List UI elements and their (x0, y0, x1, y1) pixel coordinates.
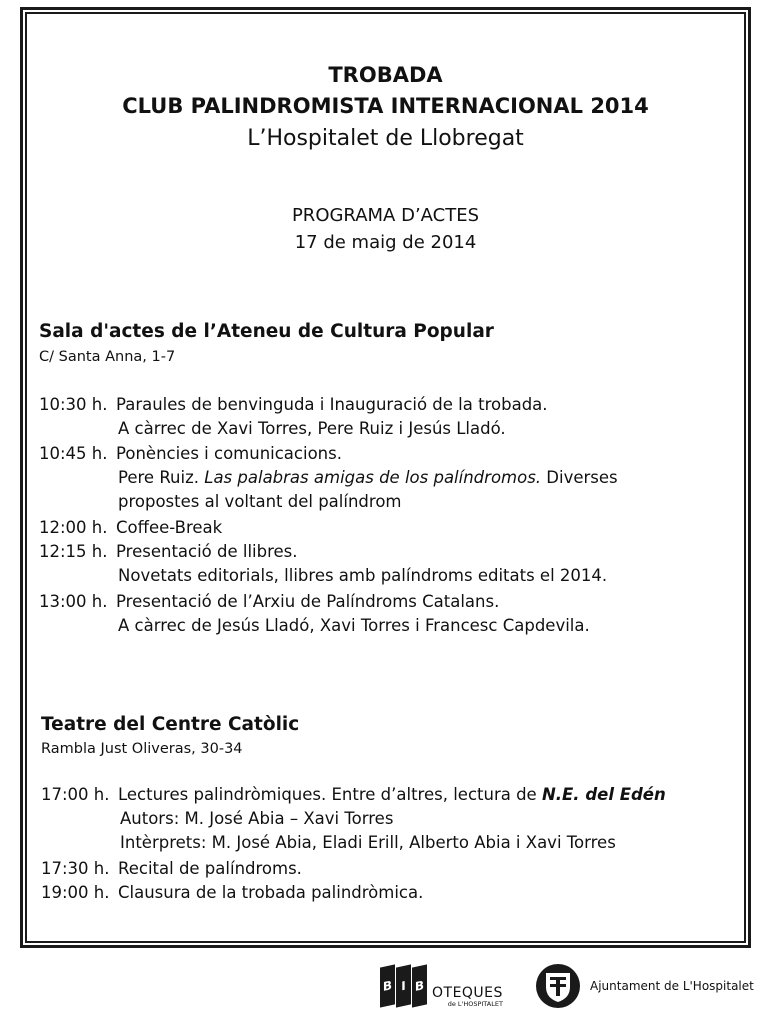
schedule-text: Coffee-Break (116, 518, 223, 537)
schedule-item (39, 540, 298, 564)
schedule-text: Recital de palíndroms. (118, 859, 302, 878)
schedule-item (39, 393, 548, 417)
schedule-time: 13:00 h. (39, 592, 108, 611)
footer-logos (0, 960, 773, 1024)
schedule-text: Paraules de benvinguda i Inauguració de la trobada. (116, 395, 548, 414)
section1-address: C/ Santa Anna, 1-7 (39, 349, 176, 365)
biblioteques-logo (380, 966, 503, 1008)
schedule-detail: A càrrec de Xavi Torres, Pere Ruiz i Jesús Lladó. (118, 419, 506, 438)
program-date: 17 de maig de 2014 (294, 232, 477, 253)
schedule-time: 10:45 h. (39, 444, 108, 463)
ajuntament-wordmark: Ajuntament de L'Hospitalet (590, 979, 754, 993)
schedule-detail (118, 466, 618, 490)
document-header (23, 60, 748, 154)
schedule-detail: Novetats editorials, llibres amb palíndroms editats el 2014. (118, 566, 608, 585)
schedule-item (41, 881, 423, 905)
city-seal-icon (536, 964, 580, 1008)
schedule-item (41, 857, 302, 881)
schedule-time: 17:00 h. (41, 785, 110, 804)
schedule-detail: propostes al voltant del palíndrom (118, 492, 402, 511)
biblioteques-subtitle: de L'HOSPITALET (447, 1000, 503, 1008)
ajuntament-logo (536, 964, 754, 1008)
schedule-time: 19:00 h. (41, 883, 110, 902)
schedule-text: Clausura de la trobada palindròmica. (118, 883, 424, 902)
talk-title: Las palabras amigas de los palíndromos. (204, 468, 542, 487)
schedule-detail: Autors: M. José Abia – Xavi Torres (120, 809, 394, 828)
section1-title: Sala d'actes de l’Ateneu de Cultura Popular (39, 321, 494, 342)
document-frame (20, 7, 751, 948)
schedule-item (39, 516, 222, 540)
program-title: PROGRAMA D’ACTES (291, 205, 480, 226)
biblioteques-wordmark: OTEQUES (432, 985, 503, 1001)
header-club-name: CLUB PALINDROMISTA INTERNACIONAL 2014 (122, 94, 649, 118)
schedule-time: 10:30 h. (39, 395, 108, 414)
program-heading (23, 202, 748, 256)
schedule-text: Presentació de l’Arxiu de Palíndroms Catalans. (116, 592, 500, 611)
schedule-detail: A càrrec de Jesús Lladó, Xavi Torres i Francesc Capdevila. (118, 616, 590, 635)
talk-detail: Diverses (541, 468, 618, 487)
schedule-text: Ponències i comunicacions. (116, 444, 342, 463)
schedule-item (41, 783, 666, 807)
schedule-time: 12:00 h. (39, 518, 108, 537)
schedule-text: Lectures palindròmiques. Entre d’altres, lectura de (118, 785, 542, 804)
play-title: N.E. del Edén (541, 785, 666, 804)
speaker-name: Pere Ruiz. (118, 468, 205, 487)
schedule-item (39, 590, 499, 614)
section2-address: Rambla Just Oliveras, 30-34 (41, 741, 243, 757)
bib-block: B (412, 964, 427, 1007)
schedule-detail: Intèrprets: M. José Abia, Eladi Erill, Alberto Abia i Xavi Torres (120, 833, 616, 852)
biblioteques-book-icon (380, 966, 427, 1006)
schedule-text: Presentació de llibres. (116, 542, 298, 561)
bib-block: I (396, 964, 411, 1007)
schedule-time: 17:30 h. (41, 859, 110, 878)
schedule-time: 12:15 h. (39, 542, 108, 561)
schedule-item (39, 442, 342, 466)
header-title: TROBADA (328, 63, 443, 87)
header-location: L’Hospitalet de Llobregat (247, 126, 524, 151)
section2-title: Teatre del Centre Catòlic (41, 714, 300, 735)
bib-block: B (380, 964, 395, 1007)
